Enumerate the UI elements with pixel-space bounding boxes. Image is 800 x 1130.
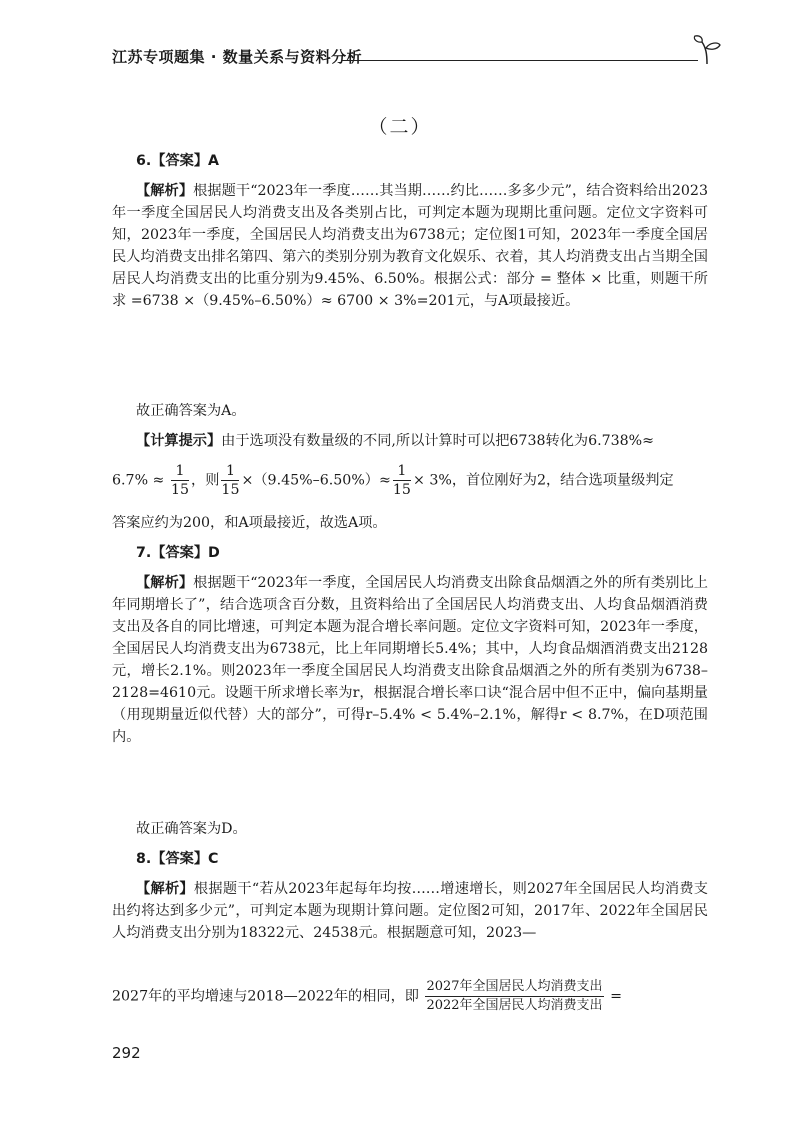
q8-frac-den: 2022年全国居民人均消费支出 (426, 998, 603, 1013)
q8-answer-text: 8.【答案】C (136, 851, 219, 867)
q6-tip-end: 答案应约为200，和A项最接近，故选A项。 (112, 515, 387, 531)
q7-analysis (112, 572, 708, 748)
q8-analysis-text: 根据题干“若从2023年起每年均按……增速增长，则2027年全国居民人均消费支出约将达到多少元”，可判定本题为现期计算问题。定位图2可知，2017年、2022年全国居民人均消费支出分别为18322元、24538元。根据题意可知，2023— (112, 881, 708, 941)
q6-frac-3-num: 1 (393, 462, 411, 481)
section-title: （二） (368, 116, 432, 138)
q7-answer-text: 7.【答案】D (136, 545, 220, 561)
q8-answer (136, 848, 732, 870)
q6-analysis-label: 【解析】 (136, 183, 194, 199)
page-number: 292 (112, 1044, 141, 1062)
q7-answer (136, 542, 732, 564)
q6-answer (136, 150, 732, 172)
q8-analysis (112, 878, 708, 944)
q6-tip (112, 430, 708, 452)
q6-formula-d: × 3%，首位刚好为2，结合选项量级判定 (412, 472, 674, 489)
q8-analysis-label: 【解析】 (136, 881, 194, 897)
q8-fraction (425, 978, 603, 1015)
q6-frac-3 (393, 462, 411, 499)
q6-formula-c: ×（9.45%–6.50%）≈ (241, 472, 391, 489)
q6-tip-text: 由于选项没有数量级的不同,所以计算时可以把6738转化为6.738%≈ (221, 433, 655, 449)
q6-analysis (112, 180, 708, 312)
q6-frac-3-den: 15 (392, 482, 411, 498)
running-header: 江苏专项题集 · 数量关系与资料分析 (112, 48, 363, 66)
q7-conclusion: 故正确答案为D。 (136, 821, 247, 837)
q6-frac-2-num: 1 (221, 462, 239, 481)
q8-frac-num: 2027年全国居民人均消费支出 (425, 978, 603, 997)
q6-frac-1 (171, 462, 189, 499)
q6-tip-label: 【计算提示】 (136, 433, 222, 449)
q6-answer-text: 6.【答案】A (136, 153, 219, 169)
q8-formula-text: 2027年的平均增速与2018—2022年的相同，即 (112, 988, 419, 1005)
q6-tip-formula (112, 462, 708, 499)
leaf-icon (690, 34, 724, 66)
q7-analysis-text: 根据题干“2023年一季度，全国居民人均消费支出除食品烟酒之外的所有类别比上年同期增长了”，结合选项含百分数，且资料给出了全国居民人均消费支出、人均食品烟酒消费支出及各自的同比增速，可判定本题为混合增长率问题。定位文字资料可知，2023年一季度，全国居民人均消费支出为6738元，比上年同期增长5.4%；其中，人均食品烟酒消费支出2128元，增长2.1%。则2023年一季度全国居民人均消费支出除食品烟酒之外的所有类别为6738–2128=4610元。设题干所求增长率为r，根据混合增长率口诀“混合居中但不正中，偏向基期量（用现期量近似代替）大的部分”，可得r–5.4% < 5.4%–2.1%，解得r < 8.7%，在D项范围内。 (112, 575, 708, 745)
q6-frac-1-den: 15 (170, 482, 190, 498)
q8-formula (112, 978, 708, 1015)
q6-frac-2-den: 15 (221, 482, 240, 498)
q6-frac-2 (221, 462, 239, 499)
q6-frac-1-num: 1 (171, 462, 189, 481)
q6-formula-a: 6.7% ≈ (112, 472, 165, 489)
q6-conclusion: 故正确答案为A。 (136, 403, 246, 419)
q6-analysis-text: 根据题干“2023年一季度……其当期……约比……多多少元”，结合资料给出2023年一季度全国居民人均消费支出及各类别占比，可判定本题为现期比重问题。定位文字资料可知，2023年一季度，全国居民人均消费支出为6738元；定位图1可知，2023年一季度全国居民人均消费支出排名第四、第六的类别分别为教育文化娱乐、衣着，其人均消费支出占当期全国居民人均消费支出的比重分别为9.45%、6.50%。根据公式：部分 = 整体 × 比重，则题干所求 =6738 ×（9.45%–6.50%）≈ 6700 × 3%=201元，与A项最接近。 (112, 183, 708, 309)
header-rule (342, 60, 698, 61)
q6-formula-b: ，则 (191, 472, 220, 489)
q7-analysis-label: 【解析】 (136, 575, 194, 591)
q8-equals: = (610, 988, 622, 1005)
